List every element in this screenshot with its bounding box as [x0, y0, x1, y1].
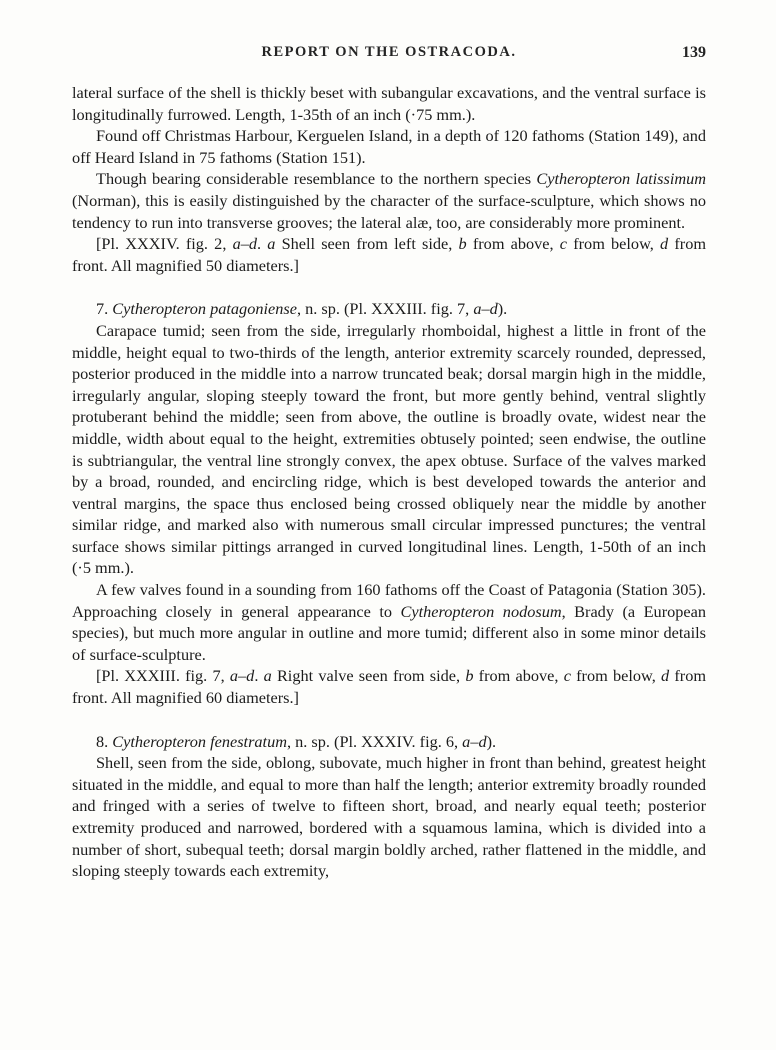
text-run: Right valve seen from side, [271, 666, 466, 686]
italic-text-run: b [465, 666, 474, 686]
text-run: Found off Christmas Harbour, Kerguelen Island, in a depth of 120 fathoms (Station 149), and off Heard Island in 75 fathoms (Station 151). [72, 126, 706, 167]
paragraph-continuation [72, 82, 706, 125]
paragraph-species-heading-7 [72, 298, 706, 320]
italic-text-run: a–d [229, 666, 255, 686]
text-run: ). [497, 299, 508, 319]
italic-text-run: Cytheropteron patagoniense [112, 299, 297, 319]
text-run: lateral surface of the shell is thickly beset with subangular excavations, and the ventral surface is longitudinally furrowed. Length, 1-35th of an inch (·75 mm.). [72, 83, 706, 124]
text-run: , n. sp. (Pl. XXXIII. fig. 7, [296, 299, 474, 319]
text-run: from above, [473, 666, 564, 686]
page-header [72, 44, 706, 66]
italic-text-run: a–d [462, 731, 487, 751]
text-run: Though bearing considerable resemblance to the northern species [96, 169, 537, 189]
italic-text-run: b [458, 234, 467, 254]
italic-text-run: c [559, 234, 568, 254]
text-run: from below, [567, 234, 661, 254]
paragraph-species-heading-8 [72, 731, 706, 753]
italic-text-run: a–d [473, 299, 498, 319]
text-run: (Norman), this is easily distinguished by the character of the surface-sculpture, which shows no tendency to run into transverse grooves; the lateral alæ, too, are considerably more prominent. [72, 190, 706, 232]
italic-text-run: c [563, 666, 571, 686]
italic-text-run: a–d [232, 234, 257, 254]
italic-text-run: Cytheropteron latissimum [536, 169, 707, 189]
document-body [72, 82, 706, 882]
paragraph-locality-7 [72, 579, 706, 665]
italic-text-run: Cytheropteron fenestratum [112, 731, 287, 751]
text-run: A few valves found in a sounding from 160 fathoms off the Coast of Patagonia (Station 305). Approaching closely in general appearance to [72, 580, 706, 621]
text-run: ). [486, 731, 497, 751]
text-run: Carapace tumid; seen from the side, irregularly rhomboidal, highest a little in front of the middle, height equal to two-thirds of the length, anterior extremity scarcely rounded, depressed, posterior produced in the middle into a narrow truncated beak; dorsal margin high in the middle, irregularly angular, sloping steeply toward the front, but more gently behind, ventral slightly protuberant behind the middle; seen from above, the outline is broadly ovate, widest near the middle, width about equal to the height, extremities obtusely pointed; seen endwise, the outline is subtriangular, the ventral line strongly convex, the apex obtuse. Surface of the valves marked by a broad, rounded, and encircling ridge, which is best developed towards the anterior and ventral margins, the space thus enclosed being crossed obliquely near the middle by another similar ridge, and marked also with numerous small circular impressed punctures; the ventral surface shows similar pittings arranged in curved longitudinal lines. Length, 1-50th of an inch (·5 mm.). [72, 320, 706, 578]
italic-text-run: a [267, 234, 276, 254]
paragraph-comparison [72, 168, 706, 233]
text-run: Shell, seen from the side, oblong, subovate, much higher in front than behind, greatest height situated in the middle, and equal to more than half the length; anterior extremity broadly rounded and fringed with a series of twelve to fifteen short, broad, and nearly equal teeth; posterior extremity produced and narrowed, bordered with a squamous lamina, which is divided into a number of short, subequal teeth; dorsal margin boldly arched, rather flattened in the middle, and sloping steeply towards each extremity, [72, 753, 706, 881]
running-title: REPORT ON THE OSTRACODA. [261, 44, 517, 60]
text-run: , Brady (a European species), but much more angular in outline and more tumid; different also in some minor details of surface-sculpture. [72, 601, 706, 664]
text-run: 7. [96, 299, 113, 319]
italic-text-run: d [660, 234, 669, 254]
text-run: [Pl. XXXIII. fig. 7, [96, 666, 230, 686]
italic-text-run: d [661, 666, 670, 686]
paragraph-locality [72, 125, 706, 168]
text-run: [Pl. XXXIV. fig. 2, [96, 234, 233, 254]
paragraph-description-8 [72, 752, 706, 882]
text-run: from front. All magnified 60 diameters.] [72, 666, 706, 708]
italic-text-run: Cytheropteron nodosum [400, 601, 562, 621]
text-run: . [254, 666, 264, 686]
text-run: from above, [466, 234, 560, 254]
text-run: 8. [96, 731, 113, 751]
page-number: 139 [682, 44, 706, 61]
text-run: from front. All magnified 50 diameters.] [72, 234, 706, 275]
paragraph-plate-reference [72, 233, 706, 276]
text-run: from below, [570, 666, 661, 686]
paragraph-description-7 [72, 320, 706, 579]
text-run: Shell seen from left side, [275, 234, 459, 254]
italic-text-run: a [263, 666, 272, 686]
paragraph-plate-reference-7 [72, 665, 706, 708]
text-run: , n. sp. (Pl. XXXIV. fig. 6, [286, 731, 463, 751]
text-run: . [257, 234, 268, 254]
